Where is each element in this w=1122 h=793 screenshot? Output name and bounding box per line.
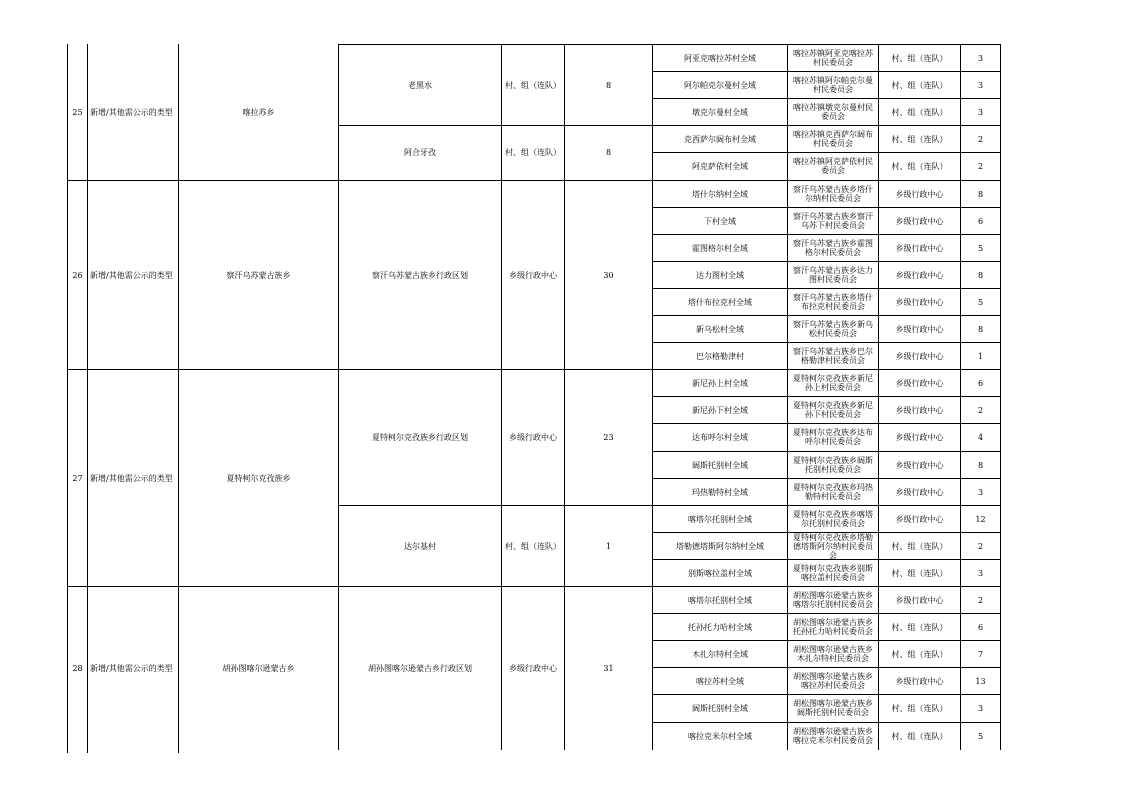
unit-type: 乡级行政中心 xyxy=(895,297,944,307)
grid-line xyxy=(1000,207,1001,235)
village-scope: 木扎尔特村全域 xyxy=(692,649,748,659)
village-scope: 阔斯托别村全域 xyxy=(692,460,748,470)
village-scope: 达力图村全域 xyxy=(696,270,744,280)
village-scope: 阿亚克喀拉苏村全域 xyxy=(684,53,756,63)
unit-type: 村、组（连队） xyxy=(891,649,948,659)
village-committee: 胡松图喀尔逊蒙古族乡喀拉苏村民委员会 xyxy=(793,672,873,690)
unit-type: 乡级行政中心 xyxy=(895,378,944,388)
unit-type: 乡级行政中心 xyxy=(895,460,944,470)
township-name: 胡孙图喀尔逊蒙古乡 xyxy=(222,663,295,673)
village-committee: 察汗乌苏蒙古族乡察汗乌苏下村民委员会 xyxy=(793,212,873,230)
area-name: 胡孙图喀尔逊蒙古乡行政区划 xyxy=(368,663,472,673)
village-committee: 夏特柯尔克孜族乡别斯喀拉盖村民委员会 xyxy=(793,564,873,582)
village-committee: 夏特柯尔克孜族乡塔勒德塔斯阿尔纳村民委员会 xyxy=(793,533,873,559)
grid-line xyxy=(1000,423,1001,451)
village-scope: 塔勒德塔斯阿尔纳村全域 xyxy=(676,541,764,551)
village-count: 12 xyxy=(975,514,986,524)
area-name: 察汗乌苏蒙古族乡行政区划 xyxy=(372,271,468,280)
village-count: 8 xyxy=(977,460,984,470)
area-name: 达尔基村 xyxy=(404,541,436,551)
village-committee: 胡松图喀尔逊蒙古族乡木扎尔特村民委员会 xyxy=(793,645,873,663)
unit-type: 乡级行政中心 xyxy=(895,405,944,415)
village-scope: 巴尔格勒津村 xyxy=(696,351,744,361)
village-scope: 下村全域 xyxy=(704,216,736,226)
area-name: 夏特柯尔克孜族乡行政区划 xyxy=(372,433,468,442)
village-scope: 墩克尔曼村全域 xyxy=(692,107,748,117)
unit-type: 村、组（连队） xyxy=(891,53,948,63)
unit-type: 乡级行政中心 xyxy=(895,216,944,226)
grid-line xyxy=(67,586,339,587)
grid-line xyxy=(1000,369,1001,397)
area-count: 30 xyxy=(603,271,614,280)
unit-type: 村、组（连队） xyxy=(891,703,948,713)
grid-line xyxy=(1000,71,1001,99)
village-committee: 喀拉苏镇阿克萨依村民委员会 xyxy=(793,157,873,175)
township-name: 察汗乌苏蒙古族乡 xyxy=(226,271,291,280)
grid-line xyxy=(1000,694,1001,722)
grid-line xyxy=(1000,180,1001,208)
row-number: 28 xyxy=(72,663,83,673)
unit-type: 村、组（连队） xyxy=(891,568,948,578)
village-count: 6 xyxy=(977,622,984,632)
grid-line xyxy=(1000,613,1001,641)
village-count: 6 xyxy=(977,216,984,226)
village-count: 8 xyxy=(977,189,984,199)
grid-line xyxy=(1000,478,1001,506)
village-count: 1 xyxy=(977,351,984,361)
unit-type: 村、组（连队） xyxy=(891,541,948,551)
village-scope: 塔什尔纳村全域 xyxy=(692,189,748,199)
unit-type: 村、组（连队） xyxy=(891,80,948,90)
grid-line xyxy=(1000,451,1001,479)
village-committee: 胡松图喀尔逊蒙古族乡喀拉克米尔村民委员会 xyxy=(793,727,873,745)
village-count: 2 xyxy=(977,595,984,605)
unit-type: 乡级行政中心 xyxy=(895,676,944,686)
row-number: 26 xyxy=(72,271,83,280)
village-scope: 阔斯托别村全域 xyxy=(692,703,748,713)
unit-type: 村、组（连队） xyxy=(891,731,948,741)
row-number: 25 xyxy=(72,108,83,117)
village-committee: 夏特柯尔克孜族乡新尼孙下村民委员会 xyxy=(793,401,873,419)
grid-line xyxy=(1000,234,1001,262)
record-type: 新增/其他需公示的类型 xyxy=(90,271,173,280)
unit-type: 乡级行政中心 xyxy=(895,351,944,361)
village-count: 3 xyxy=(977,568,984,578)
village-scope: 阿克萨依村全域 xyxy=(692,161,748,171)
village-committee: 察汗乌苏蒙古族乡新乌松村民委员会 xyxy=(793,320,873,338)
area-count: 8 xyxy=(605,80,612,90)
village-count: 8 xyxy=(977,324,984,334)
village-count: 2 xyxy=(977,541,984,551)
village-committee: 喀拉苏镇阿尔帕克尔曼村民委员会 xyxy=(793,76,873,94)
center-type: 乡级行政中心 xyxy=(509,271,557,280)
area-count: 1 xyxy=(605,541,612,551)
village-count: 2 xyxy=(977,134,984,144)
grid-line xyxy=(1000,722,1001,750)
village-committee: 察汗乌苏蒙古族乡塔什布拉克村民委员会 xyxy=(793,293,873,311)
village-scope: 喀拉克米尔村全域 xyxy=(688,731,752,741)
village-committee: 夏特柯尔克孜族乡达布呼尔村民委员会 xyxy=(793,428,873,446)
village-scope: 新尼孙上村全域 xyxy=(692,378,748,388)
village-count: 4 xyxy=(977,432,984,442)
village-scope: 喀拉苏村全域 xyxy=(696,676,744,686)
center-type: 乡级行政中心 xyxy=(509,663,557,673)
village-committee: 夏特柯尔克孜族乡喀塔尔托别村民委员会 xyxy=(793,510,873,528)
unit-type: 村、组（连队） xyxy=(891,107,948,117)
unit-type: 村、组（连队） xyxy=(891,161,948,171)
village-committee: 夏特柯尔克孜族乡新尼孙上村民委员会 xyxy=(793,374,873,392)
village-scope: 霍图格尔村全域 xyxy=(692,243,748,253)
village-scope: 喀塔尔托别村全域 xyxy=(688,514,752,524)
area-name: 老黑水 xyxy=(408,80,432,90)
village-committee: 胡松图喀尔逊蒙古族乡阔斯托别村民委员会 xyxy=(793,699,873,717)
area-count: 8 xyxy=(605,148,612,157)
village-committee: 夏特柯尔克孜族乡阔斯托别村民委员会 xyxy=(793,456,873,474)
village-scope: 别斯喀拉盖村全域 xyxy=(688,568,752,578)
center-type: 乡级行政中心 xyxy=(509,433,557,442)
grid-line xyxy=(1000,288,1001,316)
center-type: 村、组（连队） xyxy=(505,148,561,157)
area-count: 31 xyxy=(603,663,614,673)
grid-line xyxy=(1000,586,1001,614)
grid-line xyxy=(67,180,339,181)
grid-line xyxy=(1000,559,1001,587)
unit-type: 乡级行政中心 xyxy=(895,270,944,280)
village-scope: 克西萨尔阔布村全域 xyxy=(684,134,756,144)
center-type: 村、组（连队） xyxy=(505,541,561,551)
village-count: 2 xyxy=(977,405,984,415)
grid-line xyxy=(1000,98,1001,126)
village-scope: 玛热勒特村全域 xyxy=(692,487,748,497)
grid-line xyxy=(1000,315,1001,343)
area-name: 阿合牙孜 xyxy=(404,148,436,157)
unit-type: 乡级行政中心 xyxy=(895,595,944,605)
village-count: 3 xyxy=(977,107,984,117)
grid-line xyxy=(1000,505,1001,533)
record-type: 新增/其他需公示的类型 xyxy=(90,473,173,483)
village-count: 5 xyxy=(977,731,984,741)
village-committee: 察汗乌苏蒙古族乡霍图格尔村民委员会 xyxy=(793,239,873,257)
village-count: 7 xyxy=(977,649,984,659)
row-number: 27 xyxy=(72,473,83,483)
village-count: 3 xyxy=(977,703,984,713)
village-committee: 夏特柯尔克孜族乡玛热勒特村民委员会 xyxy=(793,483,873,501)
village-committee: 胡松图喀尔逊蒙古族乡托孙托力哈村民委员会 xyxy=(793,618,873,636)
village-count: 5 xyxy=(977,243,984,253)
village-count: 3 xyxy=(977,80,984,90)
unit-type: 村、组（连队） xyxy=(891,622,948,632)
grid-line xyxy=(1000,125,1001,153)
village-committee: 喀拉苏镇阿亚克喀拉苏村民委员会 xyxy=(793,49,873,67)
village-count: 2 xyxy=(977,161,984,171)
township-name: 夏特柯尔克孜族乡 xyxy=(226,473,291,483)
village-committee: 察汗乌苏蒙古族乡达力图村民委员会 xyxy=(793,266,873,284)
village-scope: 托孙托力哈村全域 xyxy=(688,622,752,632)
village-count: 3 xyxy=(977,53,984,63)
village-count: 5 xyxy=(977,297,984,307)
unit-type: 村、组（连队） xyxy=(891,134,948,144)
unit-type: 乡级行政中心 xyxy=(895,432,944,442)
township-name: 喀拉苏乡 xyxy=(242,108,275,117)
grid-line xyxy=(1000,667,1001,695)
village-scope: 新尼孙下村全域 xyxy=(692,405,748,415)
grid-line xyxy=(1000,396,1001,424)
village-count: 6 xyxy=(977,378,984,388)
village-scope: 阿尔帕克尔曼村全域 xyxy=(684,80,756,90)
village-scope: 塔什布拉克村全域 xyxy=(688,297,752,307)
village-count: 3 xyxy=(977,487,984,497)
village-committee: 胡松图喀尔逊蒙古族乡喀塔尔托别村民委员会 xyxy=(793,591,873,609)
village-count: 8 xyxy=(977,270,984,280)
grid-line xyxy=(67,369,339,370)
village-count: 13 xyxy=(975,676,986,686)
grid-line xyxy=(1000,342,1001,370)
unit-type: 乡级行政中心 xyxy=(895,487,944,497)
grid-line xyxy=(1000,44,1001,72)
unit-type: 乡级行政中心 xyxy=(895,243,944,253)
unit-type: 乡级行政中心 xyxy=(895,514,944,524)
village-scope: 喀塔尔托别村全域 xyxy=(688,595,752,605)
unit-type: 乡级行政中心 xyxy=(895,324,944,334)
village-scope: 新乌松村全域 xyxy=(696,324,744,334)
village-committee: 察汗乌苏蒙古族乡巴尔格勒津村民委员会 xyxy=(793,347,873,365)
area-count: 23 xyxy=(603,433,614,442)
grid-line xyxy=(1000,261,1001,289)
unit-type: 乡级行政中心 xyxy=(895,189,944,199)
village-committee: 察汗乌苏蒙古族乡塔什尔纳村民委员会 xyxy=(793,185,873,203)
village-scope: 达布呼尔村全域 xyxy=(692,432,748,442)
record-type: 新增/其他需公示的类型 xyxy=(90,108,173,117)
grid-line xyxy=(1000,640,1001,668)
record-type: 新增/其他需公示的类型 xyxy=(90,663,173,673)
grid-line xyxy=(1000,152,1001,180)
center-type: 村、组（连队） xyxy=(505,80,561,90)
village-committee: 喀拉苏镇墩克尔曼村民委员会 xyxy=(793,103,873,121)
grid-line xyxy=(1000,532,1001,560)
village-committee: 喀拉苏镇克西萨尔阔布村民委员会 xyxy=(793,130,873,148)
